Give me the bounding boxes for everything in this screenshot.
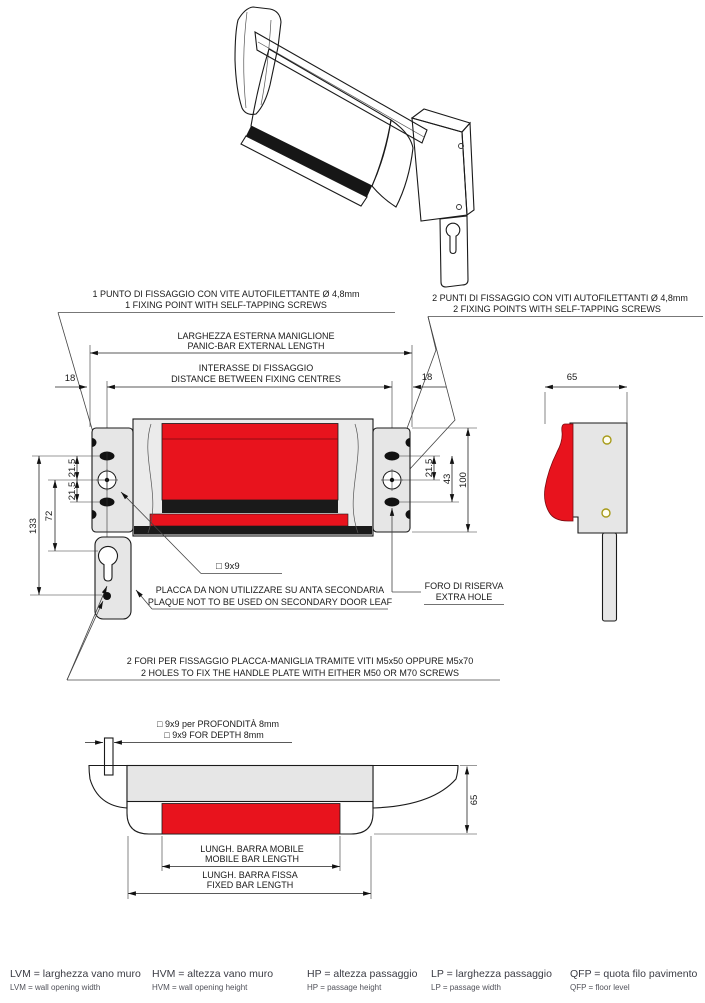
legend-qfp-it: QFP = quota filo pavimento [570, 968, 698, 980]
legend-lp-it: LP = larghezza passaggio [431, 968, 552, 980]
section-right-cap [373, 766, 458, 809]
label-depth-it: □ 9x9 per PROFONDITÀ 8mm [157, 719, 279, 729]
legend-hp-it: HP = altezza passaggio [307, 968, 418, 980]
lower-plate-3d [440, 216, 468, 287]
dim-left-margin: 18 [64, 373, 76, 384]
right-housing-face-3d [412, 118, 467, 221]
legend-hp-en: HP = passage height [307, 983, 382, 992]
dim-right-pitch: 21.5 [424, 458, 435, 478]
perspective-view [235, 7, 474, 287]
dim-pitch-top: 21.5 [67, 458, 78, 478]
label-two-holes-it: 2 FORI PER FISSAGGIO PLACCA-MANIGLIA TRAMITE VITI M5x50 OPPURE M5x70 [126, 656, 474, 666]
bottom-black-bar [134, 526, 372, 535]
bar-black-stripe [162, 500, 338, 513]
label-square-hole: □ 9x9 [216, 561, 240, 572]
mobile-bar-red [162, 424, 338, 501]
side-screw-hole [603, 436, 611, 444]
legend-qfp-en: QFP = floor level [570, 983, 630, 992]
dim-external-it: LARGHEZZA ESTERNA MANIGLIONE [177, 331, 335, 341]
left-end-cap-3d [235, 7, 281, 114]
dim-section-height: 65 [469, 794, 480, 806]
note-right-it: 2 PUNTI DI FISSAGGIO CON VITI AUTOFILETTANTI Ø 4,8mm [432, 293, 688, 303]
dim-pitch-bottom: 21.5 [67, 481, 78, 501]
legend [10, 968, 697, 992]
dim-external-en: PANIC-BAR EXTERNAL LENGTH [187, 341, 325, 351]
legend-lvm-en: LVM = wall opening width [10, 983, 101, 992]
note-left-it: 1 PUNTO DI FISSAGGIO CON VITE AUTOFILETTANTE Ø 4,8mm [92, 289, 360, 299]
top-rail-highlight [258, 42, 424, 137]
side-screw-hole [602, 509, 610, 517]
label-extra-hole-it: FORO DI RISERVA [424, 581, 504, 591]
side-lower-plate [603, 533, 617, 621]
lower-red-strip [150, 514, 348, 526]
label-fixed-it: LUNGH. BARRA FISSA [202, 870, 298, 880]
dim-right-spacing: 43 [442, 473, 453, 485]
dim-side-width: 65 [566, 372, 578, 383]
spindle-peg [105, 738, 114, 775]
side-bar-red-profile [545, 424, 574, 521]
legend-lvm-it: LVM = larghezza vano muro [10, 968, 141, 980]
note-right-en: 2 FIXING POINTS WITH SELF-TAPPING SCREWS [453, 304, 661, 314]
label-fixed-en: FIXED BAR LENGTH [206, 880, 294, 890]
label-plaque-it: PLACCA DA NON UTILIZZARE SU ANTA SECONDARIA [155, 585, 385, 595]
dim-right-margin: 18 [421, 372, 433, 383]
legend-hvm-it: HVM = altezza vano muro [152, 968, 274, 980]
dim-spacing: 72 [44, 510, 55, 522]
label-extra-hole-en: EXTRA HOLE [435, 592, 493, 602]
section-mobile-bar-red [162, 804, 340, 835]
leader-line [67, 586, 107, 680]
dim-total: 133 [28, 518, 39, 534]
mobile-bar-end-3d [372, 120, 413, 207]
left-end-cap-facet [244, 12, 247, 108]
mobile-bar-bottom-flange-3d [241, 136, 367, 206]
label-two-holes-en: 2 HOLES TO FIX THE HANDLE PLATE WITH EITHER M50 OR M70 SCREWS [141, 668, 459, 678]
keyhole-3d [446, 223, 460, 253]
dim-right-height: 100 [458, 472, 469, 488]
label-mobile-it: LUNGH. BARRA MOBILE [200, 844, 304, 854]
legend-hvm-en: HVM = wall opening height [152, 983, 248, 992]
spindle-center [390, 478, 394, 482]
mobile-bar-black-stripe-3d [246, 126, 372, 197]
housing-screw-hole [457, 205, 462, 210]
label-plaque-en: PLAQUE NOT TO BE USED ON SECONDARY DOOR LEAF [147, 597, 393, 607]
left-end-cap-facet [261, 20, 271, 105]
dim-centres-en: DISTANCE BETWEEN FIXING CENTRES [171, 374, 341, 384]
top-rail-3d [255, 32, 427, 143]
label-depth-en: □ 9x9 FOR DEPTH 8mm [164, 730, 264, 740]
screw-hole-oval [385, 498, 400, 507]
legend-lp-en: LP = passage width [431, 983, 501, 992]
section-body [127, 766, 373, 802]
dim-centres-it: INTERASSE DI FISSAGGIO [198, 363, 314, 373]
label-mobile-en: MOBILE BAR LENGTH [204, 854, 300, 864]
screw-hole-oval [385, 452, 400, 461]
section-view [85, 719, 480, 899]
note-left-en: 1 FIXING POINT WITH SELF-TAPPING SCREWS [125, 300, 327, 310]
side-view [545, 372, 628, 621]
side-plate [570, 423, 627, 533]
